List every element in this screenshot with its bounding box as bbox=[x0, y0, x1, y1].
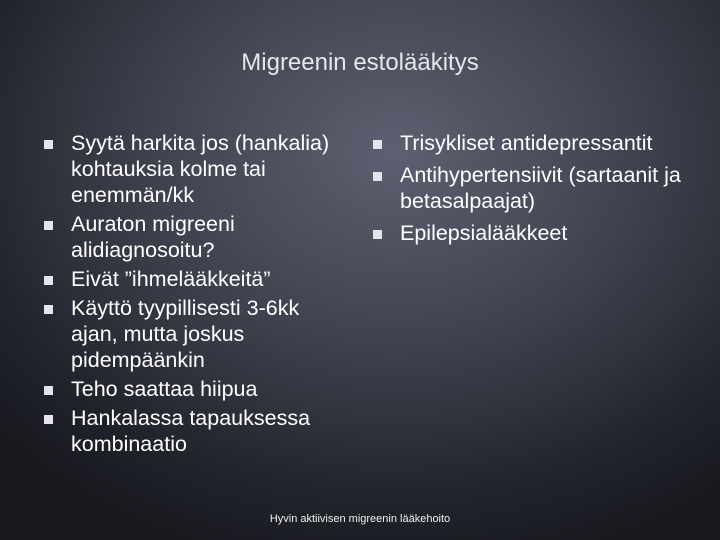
slide-title: Migreenin estolääkitys bbox=[241, 49, 479, 76]
left-item-text: Eivät ”ihmelääkkeitä” bbox=[71, 267, 271, 291]
left-column bbox=[38, 130, 348, 460]
left-item-text: Syytä harkita jos (hankalia) kohtauksia kolme tai enemmän/kk bbox=[71, 131, 330, 207]
left-item-text: Teho saattaa hiipua bbox=[71, 377, 258, 401]
right-item-text: Trisykliset antidepressantit bbox=[400, 131, 653, 155]
left-item-text: Auraton migreeni alidiagnosoitu? bbox=[71, 212, 235, 262]
square-bullet-icon bbox=[44, 415, 53, 424]
right-list-item bbox=[367, 220, 697, 246]
square-bullet-icon bbox=[44, 221, 53, 230]
right-item-text: Antihypertensiivit (sartaanit ja betasalpaajat) bbox=[400, 163, 681, 213]
left-item-text: Hankalassa tapauksessa kombinaatio bbox=[71, 406, 311, 456]
square-bullet-icon bbox=[44, 276, 53, 285]
left-list-item bbox=[38, 130, 348, 208]
right-list-item bbox=[367, 130, 697, 156]
left-list-item bbox=[38, 211, 348, 263]
left-item-text: Käyttö tyypillisesti 3-6kk ajan, mutta joskus pidempäänkin bbox=[71, 296, 300, 372]
left-list-item bbox=[38, 295, 348, 373]
right-list-item bbox=[367, 162, 697, 214]
left-list-item bbox=[38, 376, 348, 402]
left-list-item bbox=[38, 266, 348, 292]
left-bullet-list bbox=[38, 130, 348, 457]
right-column bbox=[367, 130, 697, 252]
square-bullet-icon bbox=[44, 386, 53, 395]
square-bullet-icon bbox=[373, 140, 382, 149]
right-bullet-list bbox=[367, 130, 697, 246]
slide-footer: Hyvin aktiivisen migreenin lääkehoito bbox=[269, 513, 451, 525]
square-bullet-icon bbox=[44, 305, 53, 314]
right-item-text: Epilepsialääkkeet bbox=[400, 221, 568, 245]
square-bullet-icon bbox=[373, 230, 382, 239]
square-bullet-icon bbox=[373, 172, 382, 181]
left-list-item bbox=[38, 405, 348, 457]
square-bullet-icon bbox=[44, 140, 53, 149]
